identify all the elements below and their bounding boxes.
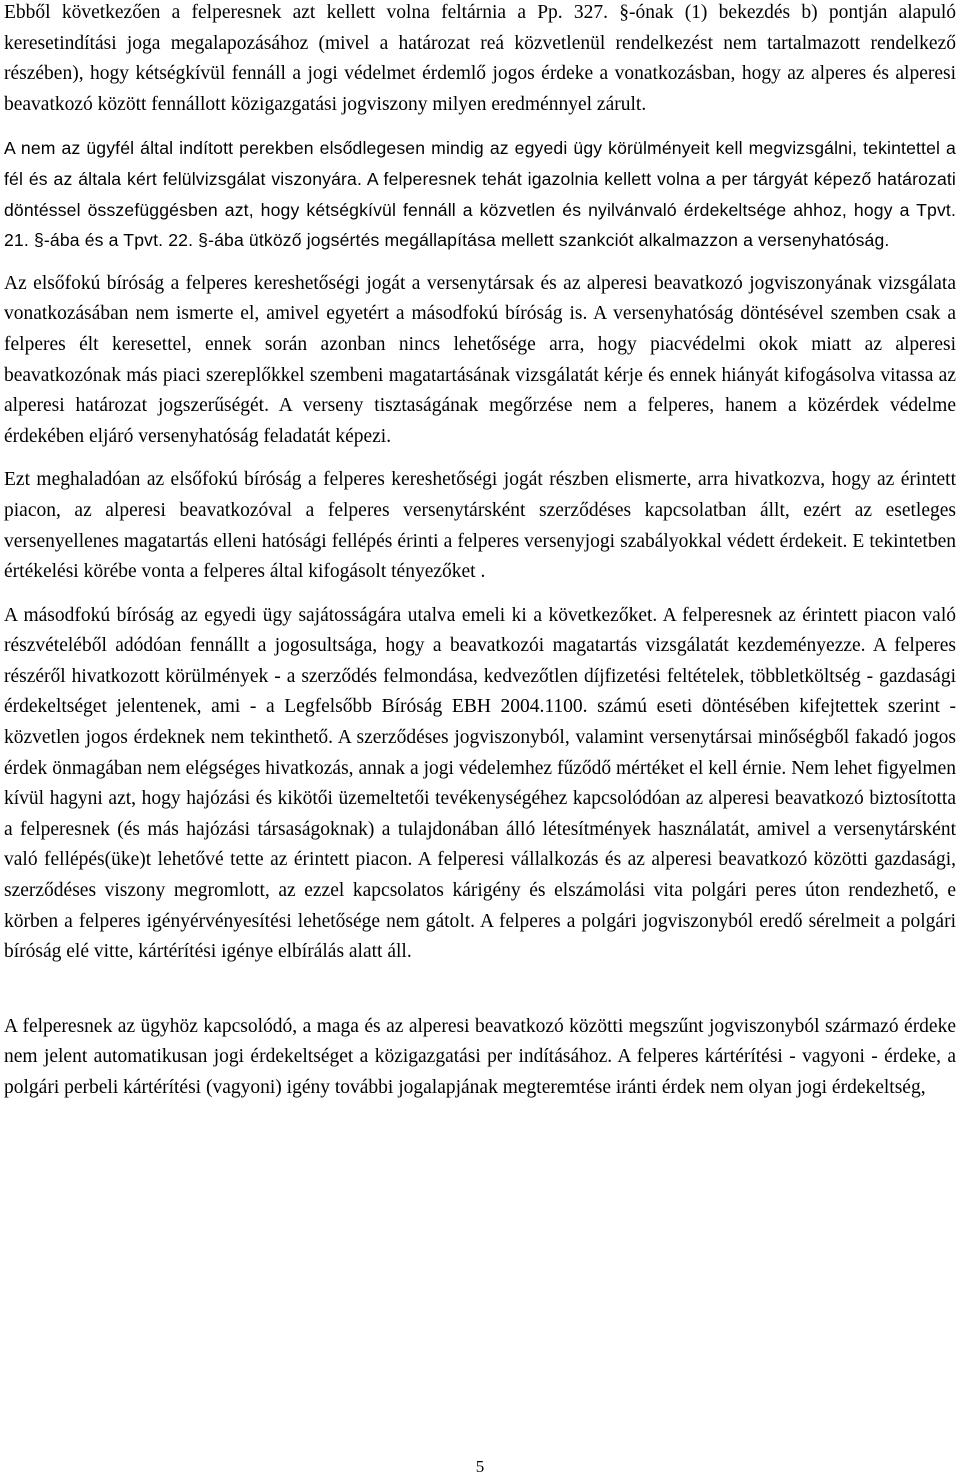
document-body (4, 0, 956, 1117)
paragraph-3: Az elsőfokú bíróság a felperes kereshetőségi jogát a versenytársak és az alperesi beavatkozó jogviszonyának vizsgálata vonatkozásában nem ismerte el, amivel egyetért a másodfokú bíróság is. A versenyhatóság döntésével szemben csak a felperes élt keresettel, ennek során azonban nincs lehetősége arra, hogy piacvédelmi okok miatt az alperesi beavatkozónak más piaci szereplőkkel szembeni magatartásának vizsgálatát kérje és ennek hiányát kifogásolva vitassa az alperesi határozat jogszerűségét. A verseny tisztaságának megőrzése nem a felperes, hanem a közérdek védelme érdekében eljáró versenyhatóság feladatát képezi. (4, 272, 956, 447)
paragraph-2: A nem az ügyfél által indított perekben elsődlegesen mindig az egyedi ügy körülményeit kell megvizsgálni, tekintettel a fél és az általa kért felülvizsgálat viszonyára. A felperesnek tehát igazolnia kellett volna a per tárgyát képező határozati döntéssel összefüggésben azt, hogy kétségkívül fennáll a közvetlen és nyilvánvaló érdekeltsége ahhoz, hogy a Tpvt. 21. §-ába és a Tpvt. 22. §-ába ütköző jogsértés megállapítása mellett szankciót alkalmazzon a versenyhatóság. (4, 138, 956, 251)
paragraph-4: Ezt meghaladóan az elsőfokú bíróság a felperes kereshetőségi jogát részben elismerte, arra hivatkozva, hogy az érintett piacon, az alperesi beavatkozóval a felperes versenytársként szerződéses kapcsolatban állt, ezért az esetleges versenyellenes magatartás elleni hatósági fellépés érinti a felperes versenyjogi szabályokkal védett érdekeit. E tekintetben értékelési körébe vonta a felperes által kifogásolt tényezőket . (4, 469, 956, 583)
paragraph-6: A felperesnek az ügyhöz kapcsolódó, a maga és az alperesi beavatkozó közötti megszűnt jogviszonyból származó érdeke nem jelent automatikusan jogi érdekeltséget a közigazgatási per indításához. A felperes kártérítési - vagyoni - érdeke, a polgári perbeli kártérítési (vagyoni) igény további jogalapjának megteremtése iránti érdek nem olyan jogi érdekeltség, (4, 1015, 956, 1098)
paragraph-1: Ebből következően a felperesnek azt kellett volna feltárnia a Pp. 327. §-ónak (1) bekezdés b) pontján alapuló keresetindítási joga megalapozásához (mivel a határozat reá közvetlenül rendelkezést nem tartalmazott rendelkező részében), hogy kétségkívül fennáll a jogi védelmet érdemlő jogos érdeke a vonatkozásban, hogy az alperes és alperesi beavatkozó között fennállott közigazgatási jogviszony milyen eredménnyel zárult. (4, 2, 956, 115)
page-number: 5 (475, 1457, 485, 1476)
paragraph-5: A másodfokú bíróság az egyedi ügy sajátosságára utalva emeli ki a következőket. A felperesnek az érintett piacon való részvételéből adódóan fennállt a jogosultsága, hogy a beavatkozói magatartás vizsgálatát kezdeményezze. A felperes részéről hivatkozott körülmények - a szerződés felmondása, kedvezőtlen díjfizetési feltételek, többletköltség - gazdasági érdekeltséget jelentenek, ami - a Legfelsőbb Bíróság EBH 2004.1100. számú eseti döntésében kifejtettek szerint - közvetlen jogos érdeknek nem tekinthető. A szerződéses jogviszonyból, valamint versenytársai minőségből fakadó jogos érdek önmagában nem elégséges hivatkozás, annak a jogi védelemhez fűződő mértéket el kell érnie. Nem lehet figyelmen kívül hagyni azt, hogy hajózási és kikötői üzemeltetői tevékenységéhez kapcsolódóan az alperesi beavatkozó biztosította a felperesnek (és más hajózási társaságoknak) a tulajdonában álló létesítmények használatát, amivel a versenytársként való fellépés(üke)t lehetővé tette az érintett piacon. A felperesi vállalkozás és az alperesi beavatkozó közötti gazdasági, szerződéses viszony megromlott, az ezzel kapcsolatos kárigény és elszámolási vita polgári peres úton rendezhető, e körben a felperes igényérvényesítési lehetősége nem gátolt. A felperes a polgári jogviszonyból eredő sérelmeit a polgári bíróság elé vitte, kártérítési igénye elbírálás alatt áll. (4, 604, 956, 963)
